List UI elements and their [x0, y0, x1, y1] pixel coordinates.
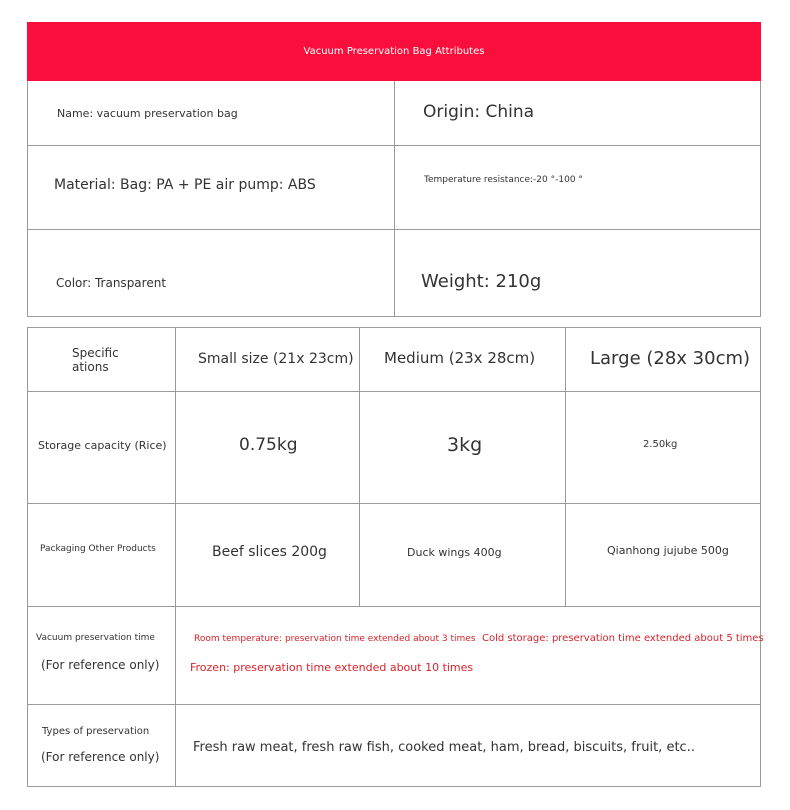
spec-border-right	[760, 327, 761, 787]
time-frozen: Frozen: preservation time extended about 10 times	[190, 661, 474, 674]
capacity-label: Storage capacity (Rice)	[38, 439, 167, 452]
attr-row-divider-2	[27, 229, 761, 230]
spec-border-left	[27, 327, 28, 787]
size-large: Large (28x 30cm)	[590, 348, 751, 369]
attr-row-divider-1	[27, 145, 761, 146]
attr-border-left	[27, 81, 28, 317]
attr-border-bottom	[27, 316, 761, 317]
other-label: Packaging Other Products	[40, 544, 156, 554]
attr-name: Name: vacuum preservation bag	[57, 107, 238, 120]
spec-header-label-line2: ations	[72, 360, 109, 374]
spec-row-divider-2	[27, 503, 761, 504]
attr-weight: Weight: 210g	[421, 271, 542, 292]
types-note: (For reference only)	[41, 750, 160, 764]
types-value: Fresh raw meat, fresh raw fish, cooked meat, ham, bread, biscuits, fruit, etc..	[193, 740, 695, 755]
spec-border-top	[27, 327, 761, 328]
attr-origin: Origin: China	[423, 102, 535, 122]
other-medium: Duck wings 400g	[407, 546, 502, 559]
attr-material: Material: Bag: PA + PE air pump: ABS	[54, 177, 316, 193]
spec-col-divider-2	[359, 327, 360, 607]
spec-row-divider-1	[27, 391, 761, 392]
attr-temperature: Temperature resistance:-20 °-100 °	[424, 175, 583, 185]
spec-border-bottom	[27, 786, 761, 787]
attr-border-right	[760, 81, 761, 317]
spec-header-label-line1: Specific	[72, 346, 119, 360]
size-small: Small size (21x 23cm)	[198, 351, 354, 367]
spec-col-divider-1	[175, 327, 176, 787]
other-small: Beef slices 200g	[212, 544, 327, 560]
spec-row-divider-4	[27, 704, 761, 705]
header-bar	[27, 22, 761, 81]
capacity-medium: 3kg	[447, 434, 483, 456]
other-large: Qianhong jujube 500g	[607, 544, 729, 557]
capacity-small: 0.75kg	[239, 435, 298, 455]
spec-row-divider-3	[27, 606, 761, 607]
time-room: Room temperature: preservation time extended about 3 times	[194, 634, 476, 644]
capacity-large: 2.50kg	[643, 439, 678, 450]
size-medium: Medium (23x 28cm)	[384, 349, 536, 367]
types-label: Types of preservation	[42, 726, 150, 737]
attr-border-middle	[394, 81, 395, 317]
time-cold: Cold storage: preservation time extended about 5 times	[482, 633, 764, 644]
time-note: (For reference only)	[41, 658, 160, 672]
time-label: Vacuum preservation time	[36, 633, 155, 643]
header-title: Vacuum Preservation Bag Attributes	[303, 46, 485, 57]
spec-header-label	[72, 346, 119, 374]
attr-color: Color: Transparent	[56, 276, 167, 290]
spec-col-divider-3	[565, 327, 566, 607]
